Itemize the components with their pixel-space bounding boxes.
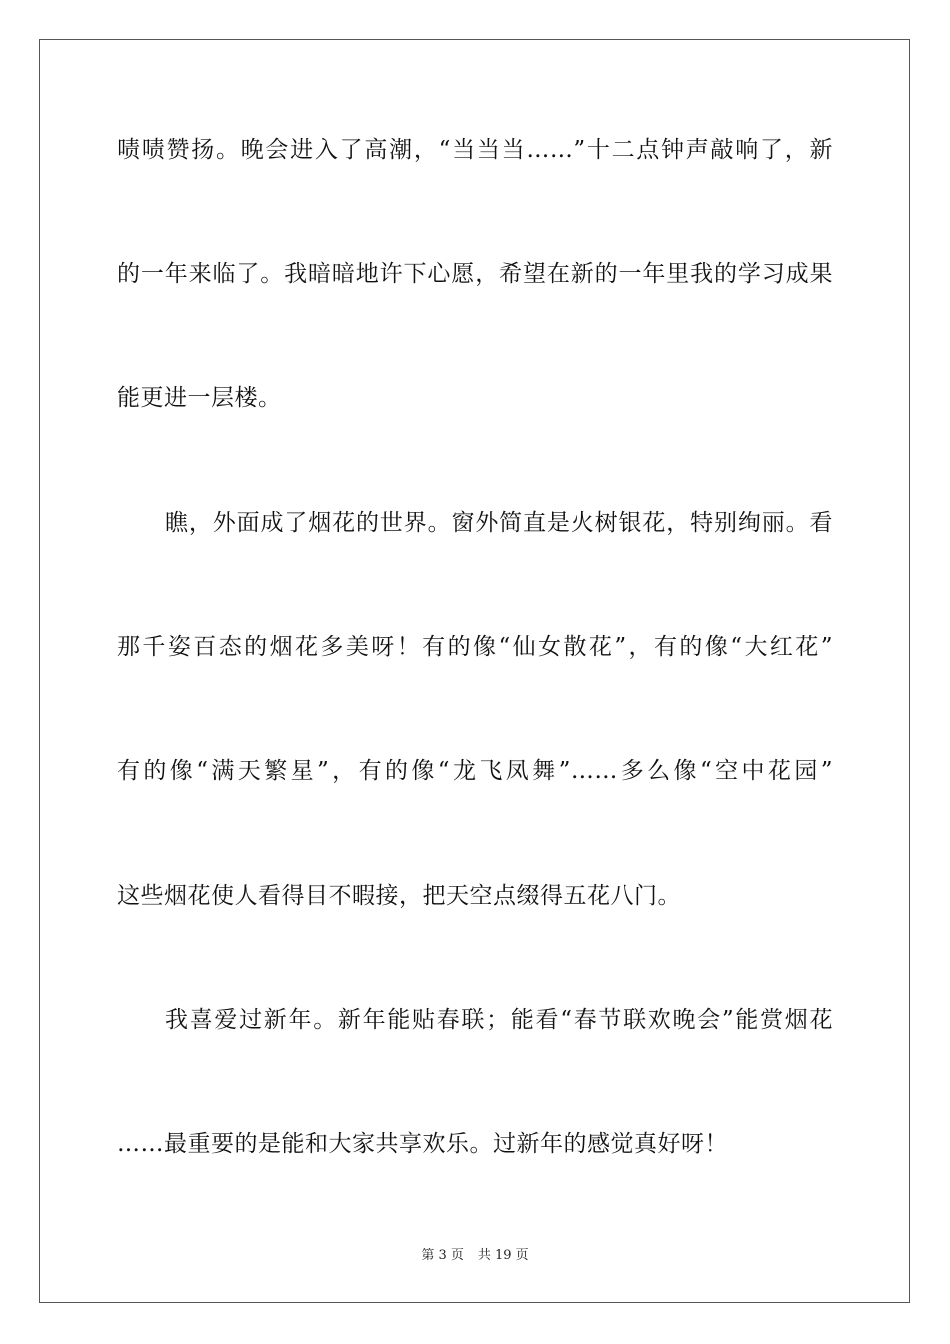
page-number: 第 3 页 xyxy=(421,1248,464,1263)
paragraph-line: 我喜爱过新年。新年能贴春联；能看“春节联欢晚会”能赏烟花 xyxy=(165,1007,833,1033)
total-pages: 共 19 页 xyxy=(477,1248,529,1263)
paragraph-line: 瞧，外面成了烟花的世界。窗外简直是火树银花，特别绚丽。看 xyxy=(165,510,833,536)
paragraph-line: 有的像“满天繁星”，有的像“龙飞凤舞”……多么像“空中花园” xyxy=(117,758,833,784)
paragraph-line: 这些烟花使人看得目不暇接，把天空点缀得五花八门。 xyxy=(117,883,681,909)
paragraph-line: 啧啧赞扬。晚会进入了高潮，“当当当……”十二点钟声敲响了，新 xyxy=(117,137,833,163)
page-footer xyxy=(0,1247,950,1265)
page-border xyxy=(39,39,910,1303)
paragraph-line: 的一年来临了。我暗暗地许下心愿，希望在新的一年里我的学习成果 xyxy=(117,261,833,287)
paragraph-line: ……最重要的是能和大家共享欢乐。过新年的感觉真好呀！ xyxy=(117,1131,728,1157)
paragraph-line: 那千姿百态的烟花多美呀！有的像“仙女散花”，有的像“大红花” xyxy=(117,634,833,660)
paragraph-line: 能更进一层楼。 xyxy=(117,385,282,411)
